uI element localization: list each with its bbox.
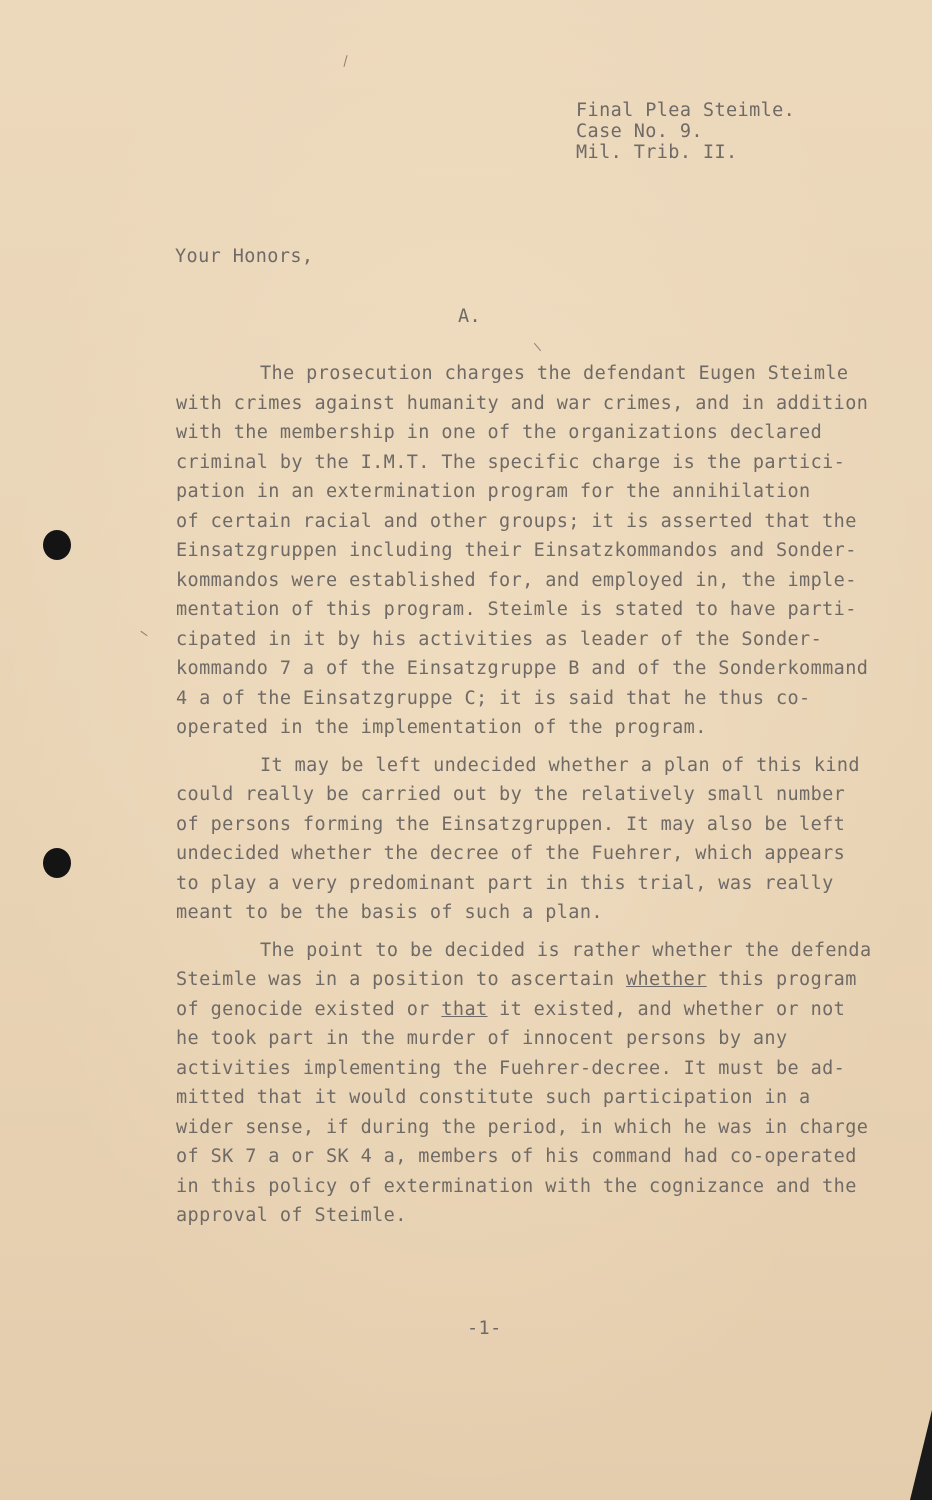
header-line-case: Case No. 9. — [576, 121, 703, 142]
text-line: Einsatzgruppen including their Einsatzkommandos and Sonder- — [176, 540, 857, 561]
text-line: undecided whether the decree of the Fuehrer, which appears — [176, 843, 846, 864]
text-line: of certain racial and other groups; it is asserted that the — [176, 510, 857, 532]
text-line: could really be carried out by the relatively small number — [176, 784, 846, 805]
text-segment: Steimle was in a position to ascertain — [176, 969, 626, 990]
text-line — [176, 995, 896, 1025]
text-line: with crimes against humanity and war crimes, and in addition — [176, 392, 869, 414]
text-line: mitted that it would constitute such participation in a — [176, 1087, 811, 1108]
text-line: The prosecution charges the defendant Eugen Steimle — [260, 363, 849, 384]
stray-mark — [343, 55, 347, 67]
text-segment: it existed, and whether or not — [487, 998, 846, 1020]
punch-hole — [43, 848, 71, 878]
page-number: -1- — [467, 1318, 502, 1339]
punch-hole — [43, 530, 71, 560]
text-line: of persons forming the Einsatzgruppen. It may also be left — [176, 813, 846, 835]
text-line: to play a very predominant part in this trial, was really — [176, 872, 834, 894]
page-corner — [910, 1410, 932, 1500]
underlined-word: whether — [625, 969, 707, 990]
underlined-word: that — [441, 998, 488, 1020]
text-line: operated in the implementation of the program. — [176, 717, 707, 738]
header-line-plea: Final Plea Steimle. — [576, 100, 796, 121]
text-line: with the membership in one of the organizations declared — [176, 422, 823, 443]
document-header — [576, 100, 795, 163]
text-line: kommandos were established for, and employed in, the imple- — [176, 569, 857, 591]
text-line: pation in an extermination program for the annihilation — [176, 481, 811, 502]
text-line: approval of Steimle. — [176, 1205, 407, 1226]
text-line: in this policy of extermination with the cognizance and the — [176, 1175, 857, 1197]
text-line: meant to be the basis of such a plan. — [176, 902, 603, 923]
section-heading: A. — [458, 306, 482, 327]
paragraph-1 — [176, 359, 896, 743]
text-line: activities implementing the Fuehrer-decree. It must be ad- — [176, 1057, 846, 1079]
paragraph-3 — [176, 936, 896, 1231]
text-line: It may be left undecided whether a plan of this kind — [260, 754, 860, 776]
text-segment: of genocide existed or — [176, 998, 442, 1020]
text-line: he took part in the murder of innocent persons by any — [176, 1028, 788, 1049]
text-line: The point to be decided is rather whether the defenda — [260, 939, 872, 961]
text-line: wider sense, if during the period, in which he was in charge — [176, 1116, 869, 1138]
text-line: criminal by the I.M.T. The specific charge is the partici- — [176, 451, 846, 473]
paragraph-2 — [176, 751, 896, 928]
text-line: mentation of this program. Steimle is stated to have parti- — [176, 599, 857, 620]
stray-mark — [534, 343, 541, 351]
text-line: cipated in it by his activities as leader of the Sonder- — [176, 628, 823, 650]
document-body — [176, 359, 896, 1231]
text-line: kommando 7 a of the Einsatzgruppe B and of the Sonderkommand — [176, 658, 869, 679]
text-line — [176, 965, 896, 995]
header-line-tribunal: Mil. Trib. II. — [576, 142, 738, 163]
text-segment: this program — [706, 969, 857, 990]
text-line: 4 a of the Einsatzgruppe C; it is said that he thus co- — [176, 687, 811, 709]
salutation: Your Honors, — [175, 246, 314, 267]
stray-mark — [140, 631, 147, 636]
text-line: of SK 7 a or SK 4 a, members of his command had co-operated — [176, 1146, 857, 1167]
